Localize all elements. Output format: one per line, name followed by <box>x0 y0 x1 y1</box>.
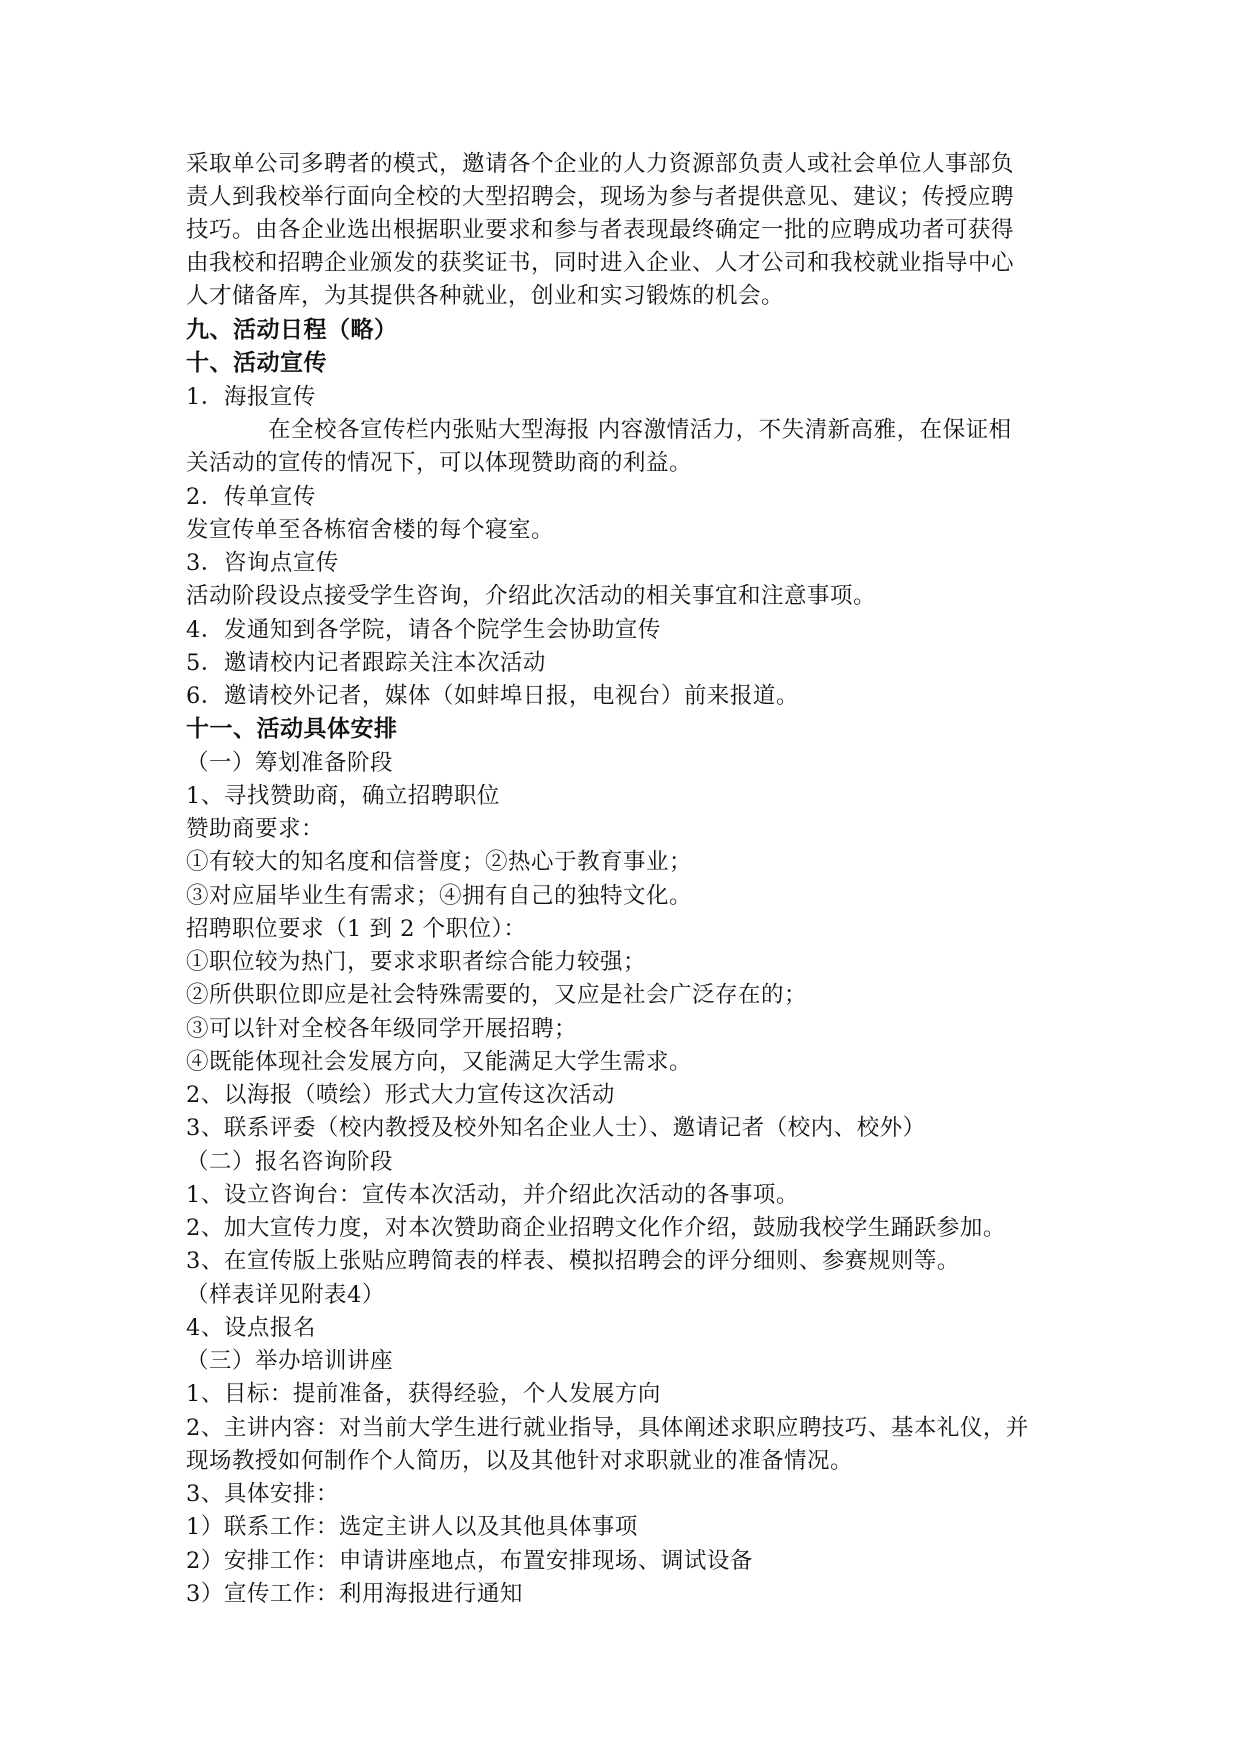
subheading: 3．咨询点宣传 <box>186 550 339 576</box>
text-line: 招聘职位要求（1 到 2 个职位）： <box>186 916 527 942</box>
subheading: 1．海报宣传 <box>186 384 316 410</box>
text-line: 5．邀请校内记者跟踪关注本次活动 <box>186 650 546 676</box>
text-line: 4．发通知到各学院，请各个院学生会协助宣传 <box>186 617 661 643</box>
text-line: 1、设立咨询台：宣传本次活动，并介绍此次活动的各事项。 <box>186 1182 799 1208</box>
text-line: 3、具体安排： <box>186 1481 339 1507</box>
subheading: （一）筹划准备阶段 <box>186 750 394 776</box>
text-line: 3、在宣传版上张贴应聘简表的样表、模拟招聘会的评分细则、参赛规则等。 <box>186 1248 960 1274</box>
section-heading: 九、活动日程（略） <box>186 317 398 343</box>
text-line: 发宣传单至各栋宿舍楼的每个寝室。 <box>186 517 555 543</box>
text-line: 由我校和招聘企业颁发的获奖证书，同时进入企业、人才公司和我校就业指导中心 <box>186 250 1015 276</box>
subheading: （二）报名咨询阶段 <box>186 1149 394 1175</box>
text-line: 1、寻找赞助商，确立招聘职位 <box>186 783 500 809</box>
text-line: 2、加大宣传力度，对本次赞助商企业招聘文化作介绍，鼓励我校学生踊跃参加。 <box>186 1215 1006 1241</box>
text-line: 在全校各宣传栏内张贴大型海报 内容激情活力，不失清新高雅，在保证相 <box>268 417 1012 443</box>
text-line: 3）宣传工作：利用海报进行通知 <box>186 1581 523 1607</box>
subheading: 2．传单宣传 <box>186 484 316 510</box>
text-line: 现场教授如何制作个人简历，以及其他针对求职就业的准备情况。 <box>186 1448 854 1474</box>
text-line: 2、以海报（喷绘）形式大力宣传这次活动 <box>186 1082 615 1108</box>
text-line: 2、主讲内容：对当前大学生进行就业指导，具体阐述求职应聘技巧、基本礼仪，并 <box>186 1415 1029 1441</box>
text-line: 6．邀请校外记者，媒体（如蚌埠日报，电视台）前来报道。 <box>186 683 799 709</box>
section-heading: 十、活动宣传 <box>186 350 327 376</box>
text-line: 活动阶段设点接受学生咨询，介绍此次活动的相关事宜和注意事项。 <box>186 583 877 609</box>
text-line: 4、设点报名 <box>186 1315 316 1341</box>
text-line: ①职位较为热门，要求求职者综合能力较强； <box>186 949 647 975</box>
text-line: 赞助商要求： <box>186 816 325 842</box>
text-line: ③对应届毕业生有需求；④拥有自己的独特文化。 <box>186 883 693 909</box>
text-line: 人才储备库，为其提供各种就业，创业和实习锻炼的机会。 <box>186 283 785 309</box>
section-heading: 十一、活动具体安排 <box>186 716 398 742</box>
subheading: （三）举办培训讲座 <box>186 1348 394 1374</box>
text-line: ④既能体现社会发展方向，又能满足大学生需求。 <box>186 1049 693 1075</box>
text-line: 3、联系评委（校内教授及校外知名企业人士）、邀请记者（校内、校外） <box>186 1115 926 1141</box>
text-line: 技巧。由各企业选出根据职业要求和参与者表现最终确定一批的应聘成功者可获得 <box>186 217 1015 243</box>
text-line: 1、目标：提前准备，获得经验，个人发展方向 <box>186 1381 661 1407</box>
text-line: 采取单公司多聘者的模式，邀请各个企业的人力资源部负责人或社会单位人事部负 <box>186 151 1015 177</box>
text-line: （样表详见附表4） <box>186 1282 385 1308</box>
text-line: ③可以针对全校各年级同学开展招聘； <box>186 1016 578 1042</box>
text-line: 1）联系工作：选定主讲人以及其他具体事项 <box>186 1514 638 1540</box>
text-line: ②所供职位即应是社会特殊需要的，又应是社会广泛存在的； <box>186 982 808 1008</box>
text-line: 责人到我校举行面向全校的大型招聘会，现场为参与者提供意见、建议；传授应聘 <box>186 184 1015 210</box>
text-line: 关活动的宣传的情况下，可以体现赞助商的利益。 <box>186 450 693 476</box>
text-line: ①有较大的知名度和信誉度；②热心于教育事业； <box>186 849 693 875</box>
text-line: 2）安排工作：申请讲座地点，布置安排现场、调试设备 <box>186 1548 753 1574</box>
